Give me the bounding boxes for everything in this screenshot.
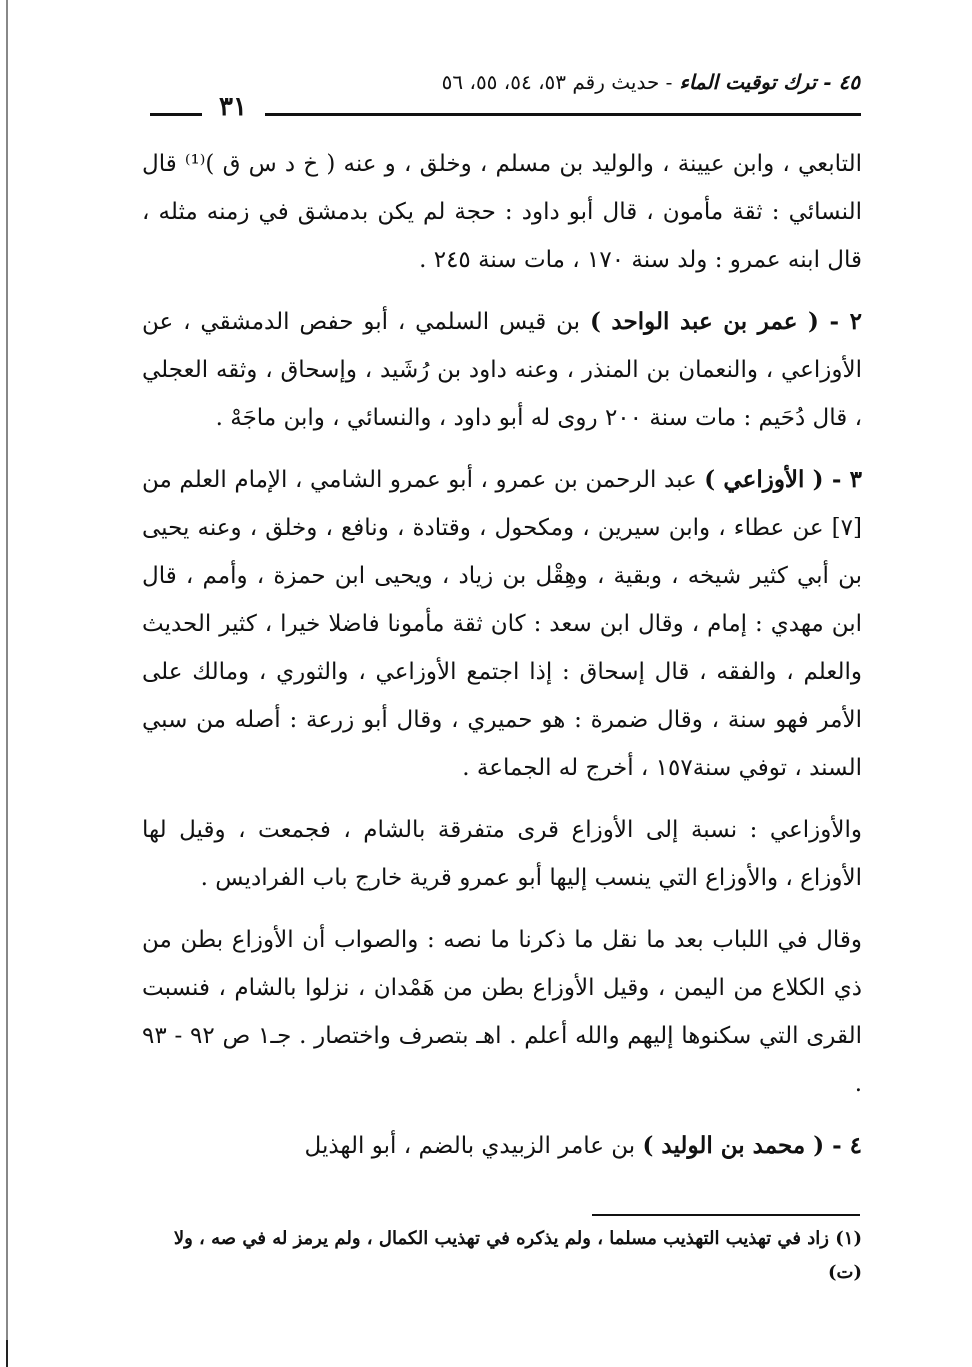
paragraph-6 [142, 1122, 862, 1170]
header-rule-short [150, 113, 202, 116]
paragraph-text: بن قيس السلمي ، أبو حفص الدمشقي ، عن الأوزاعي ، والنعمان بن المنذر ، وعنه داود بن رُشَيد ، وإسحاق ، وثقه العجلي ، قال دُحَيم : مات سنة ٢٠٠ روى له أبو داود ، والنسائي ، وابن ماجَهْ . [142, 309, 862, 431]
narrator-heading: ٤ - ( محمد بن الوليد ) [642, 1132, 862, 1159]
paragraph-5 [142, 916, 862, 1108]
paragraph-text: عبد الرحمن بن عمرو ، أبو عمرو الشامي ، الإمام العلم من [٧] عن عطاء ، وابن سيرين ، ومكحول ، وقتادة ، ونافع ، وخلق ، وعنه يحيى بن أبي كثير شيخه ، وبقية ، وهِقْل بن زياد ، ويحيى ابن حمزة ، وأمم ، قال ابن مهدي : إمام ، وقال ابن سعد : كان ثقة مأمونا فاضلا خيرا ، كثير الحديث والعلم ، والفقه ، قال إسحاق : إذا اجتمع الأوزاعي ، والثوري ، ومالك على الأمر فهو سنة ، وقال ضمرة : هو حميري ، وقال أبو زرعة : أصله من سبي السند ، توفي سنة١٥٧ ، أخرج له الجماعة . [142, 467, 862, 781]
main-text [142, 140, 862, 1184]
narrator-heading: ٢ - ( عمر بن عبد الواحد ) [589, 308, 862, 335]
paragraph-text: وقال في اللباب بعد ما نقل ما ذكرنا ما نصه : والصواب أن الأوزاع بطن من ذي الكلاع من اليمن ، وقيل الأوزاع بطن من هَمْدان ، نزلوا بالشام ، فنسبت القرى التي سكنوها إليهم والله أعلم . اهـ بتصرف واختصار . جـ١ ص ٩٢ - ٩٣ . [142, 927, 862, 1097]
header-hadith-ref: - حديث رقم ٥٣، ٥٤، ٥٥، ٥٦ [441, 70, 673, 94]
paragraph-2 [142, 298, 862, 442]
header-title: ترك توقيت الماء [679, 70, 817, 94]
narrator-heading: ٣ - ( الأوزاعي ) [704, 466, 862, 493]
paragraph-text: التابعي ، وابن عيينة ، والوليد بن مسلم ، وخلق ، و عنه ( خ د س ق )⁽¹⁾ قال النسائي : ثقة مأمون ، قال أبو داود : حجة لم يكن بدمشق في زمنه مثله ، قال ابنه عمرو : ولد سنة ١٧٠ ، مات سنة ٢٤٥ . [142, 151, 862, 273]
scan-edge [6, 0, 8, 1367]
page-number: ٣١ [219, 92, 247, 122]
header-rule [265, 113, 861, 116]
scan-edge-mark [6, 1340, 8, 1367]
footnote: (١) زاد في تهذيب التهذيب مسلما ، ولم يذكره في تهذيب الكمال ، ولم يرمز له في صه ، ولا (ت) [173, 1228, 862, 1283]
paragraph-1 [142, 140, 862, 284]
paragraph-text: والأوزاعي : نسبة إلى الأوزاع قرى متفرقة بالشام ، فجمعت ، وقيل لها الأوزاع ، والأوزاع التي ينسب إليها أبو عمرو قرية خارج باب الفراديس . [142, 817, 862, 891]
footnote-rule [592, 1214, 860, 1216]
paragraph-4 [142, 806, 862, 902]
paragraph-text: بن عامر الزبيدي بالضم ، أبو الهذيل [304, 1133, 643, 1159]
paragraph-3 [142, 456, 862, 792]
header-number: ٤٥ - [823, 70, 860, 94]
